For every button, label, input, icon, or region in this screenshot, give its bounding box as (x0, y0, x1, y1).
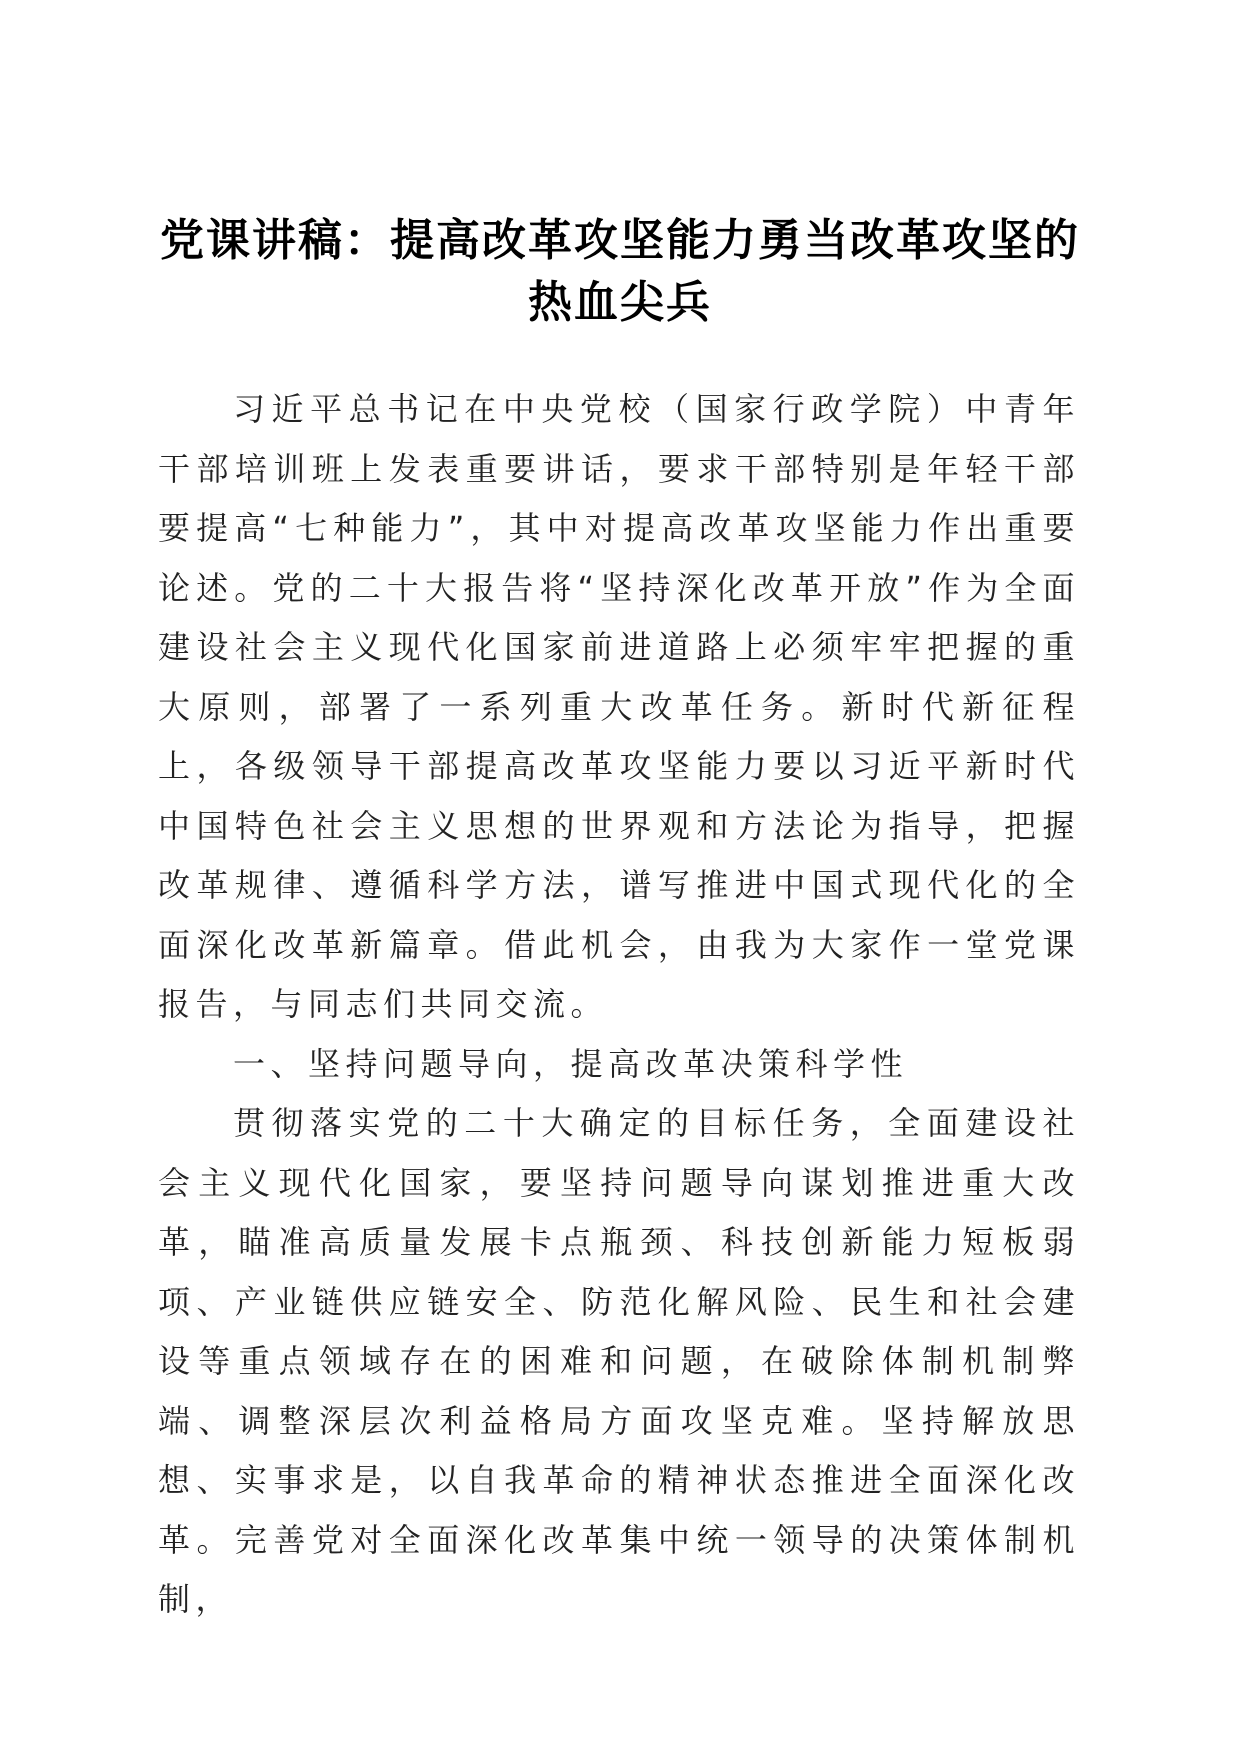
title-line-1: 党课讲稿：提高改革攻坚能力勇当改革攻坚的 (160, 215, 1080, 266)
document-body (158, 380, 1080, 1630)
title-line-2: 热血尖兵 (528, 277, 712, 328)
document-title (150, 210, 1090, 334)
paragraph-intro: 习近平总书记在中央党校（国家行政学院）中青年干部培训班上发表重要讲话，要求干部特别是年轻干部要提高“七种能力”，其中对提高改革攻坚能力作出重要论述。党的二十大报告将“坚持深化改革开放”作为全面建设社会主义现代化国家前进道路上必须牢牢把握的重大原则，部署了一系列重大改革任务。新时代新征程上，各级领导干部提高改革攻坚能力要以习近平新时代中国特色社会主义思想的世界观和方法论为指导，把握改革规律、遵循科学方法，谱写推进中国式现代化的全面深化改革新篇章。借此机会，由我为大家作一堂党课报告，与同志们共同交流。 (158, 390, 1080, 1023)
paragraph-section-1: 贯彻落实党的二十大确定的目标任务，全面建设社会主义现代化国家，要坚持问题导向谋划推进重大改革，瞄准高质量发展卡点瓶颈、科技创新能力短板弱项、产业链供应链安全、防范化解风险、民生和社会建设等重点领域存在的困难和问题，在破除体制机制弊端、调整深层次利益格局方面攻坚克难。坚持解放思想、实事求是，以自我革命的精神状态推进全面深化改革。完善党对全面深化改革集中统一领导的决策体制机制， (158, 1104, 1080, 1618)
section-heading-1: 一、坚持问题导向，提高改革决策科学性 (233, 1044, 909, 1083)
